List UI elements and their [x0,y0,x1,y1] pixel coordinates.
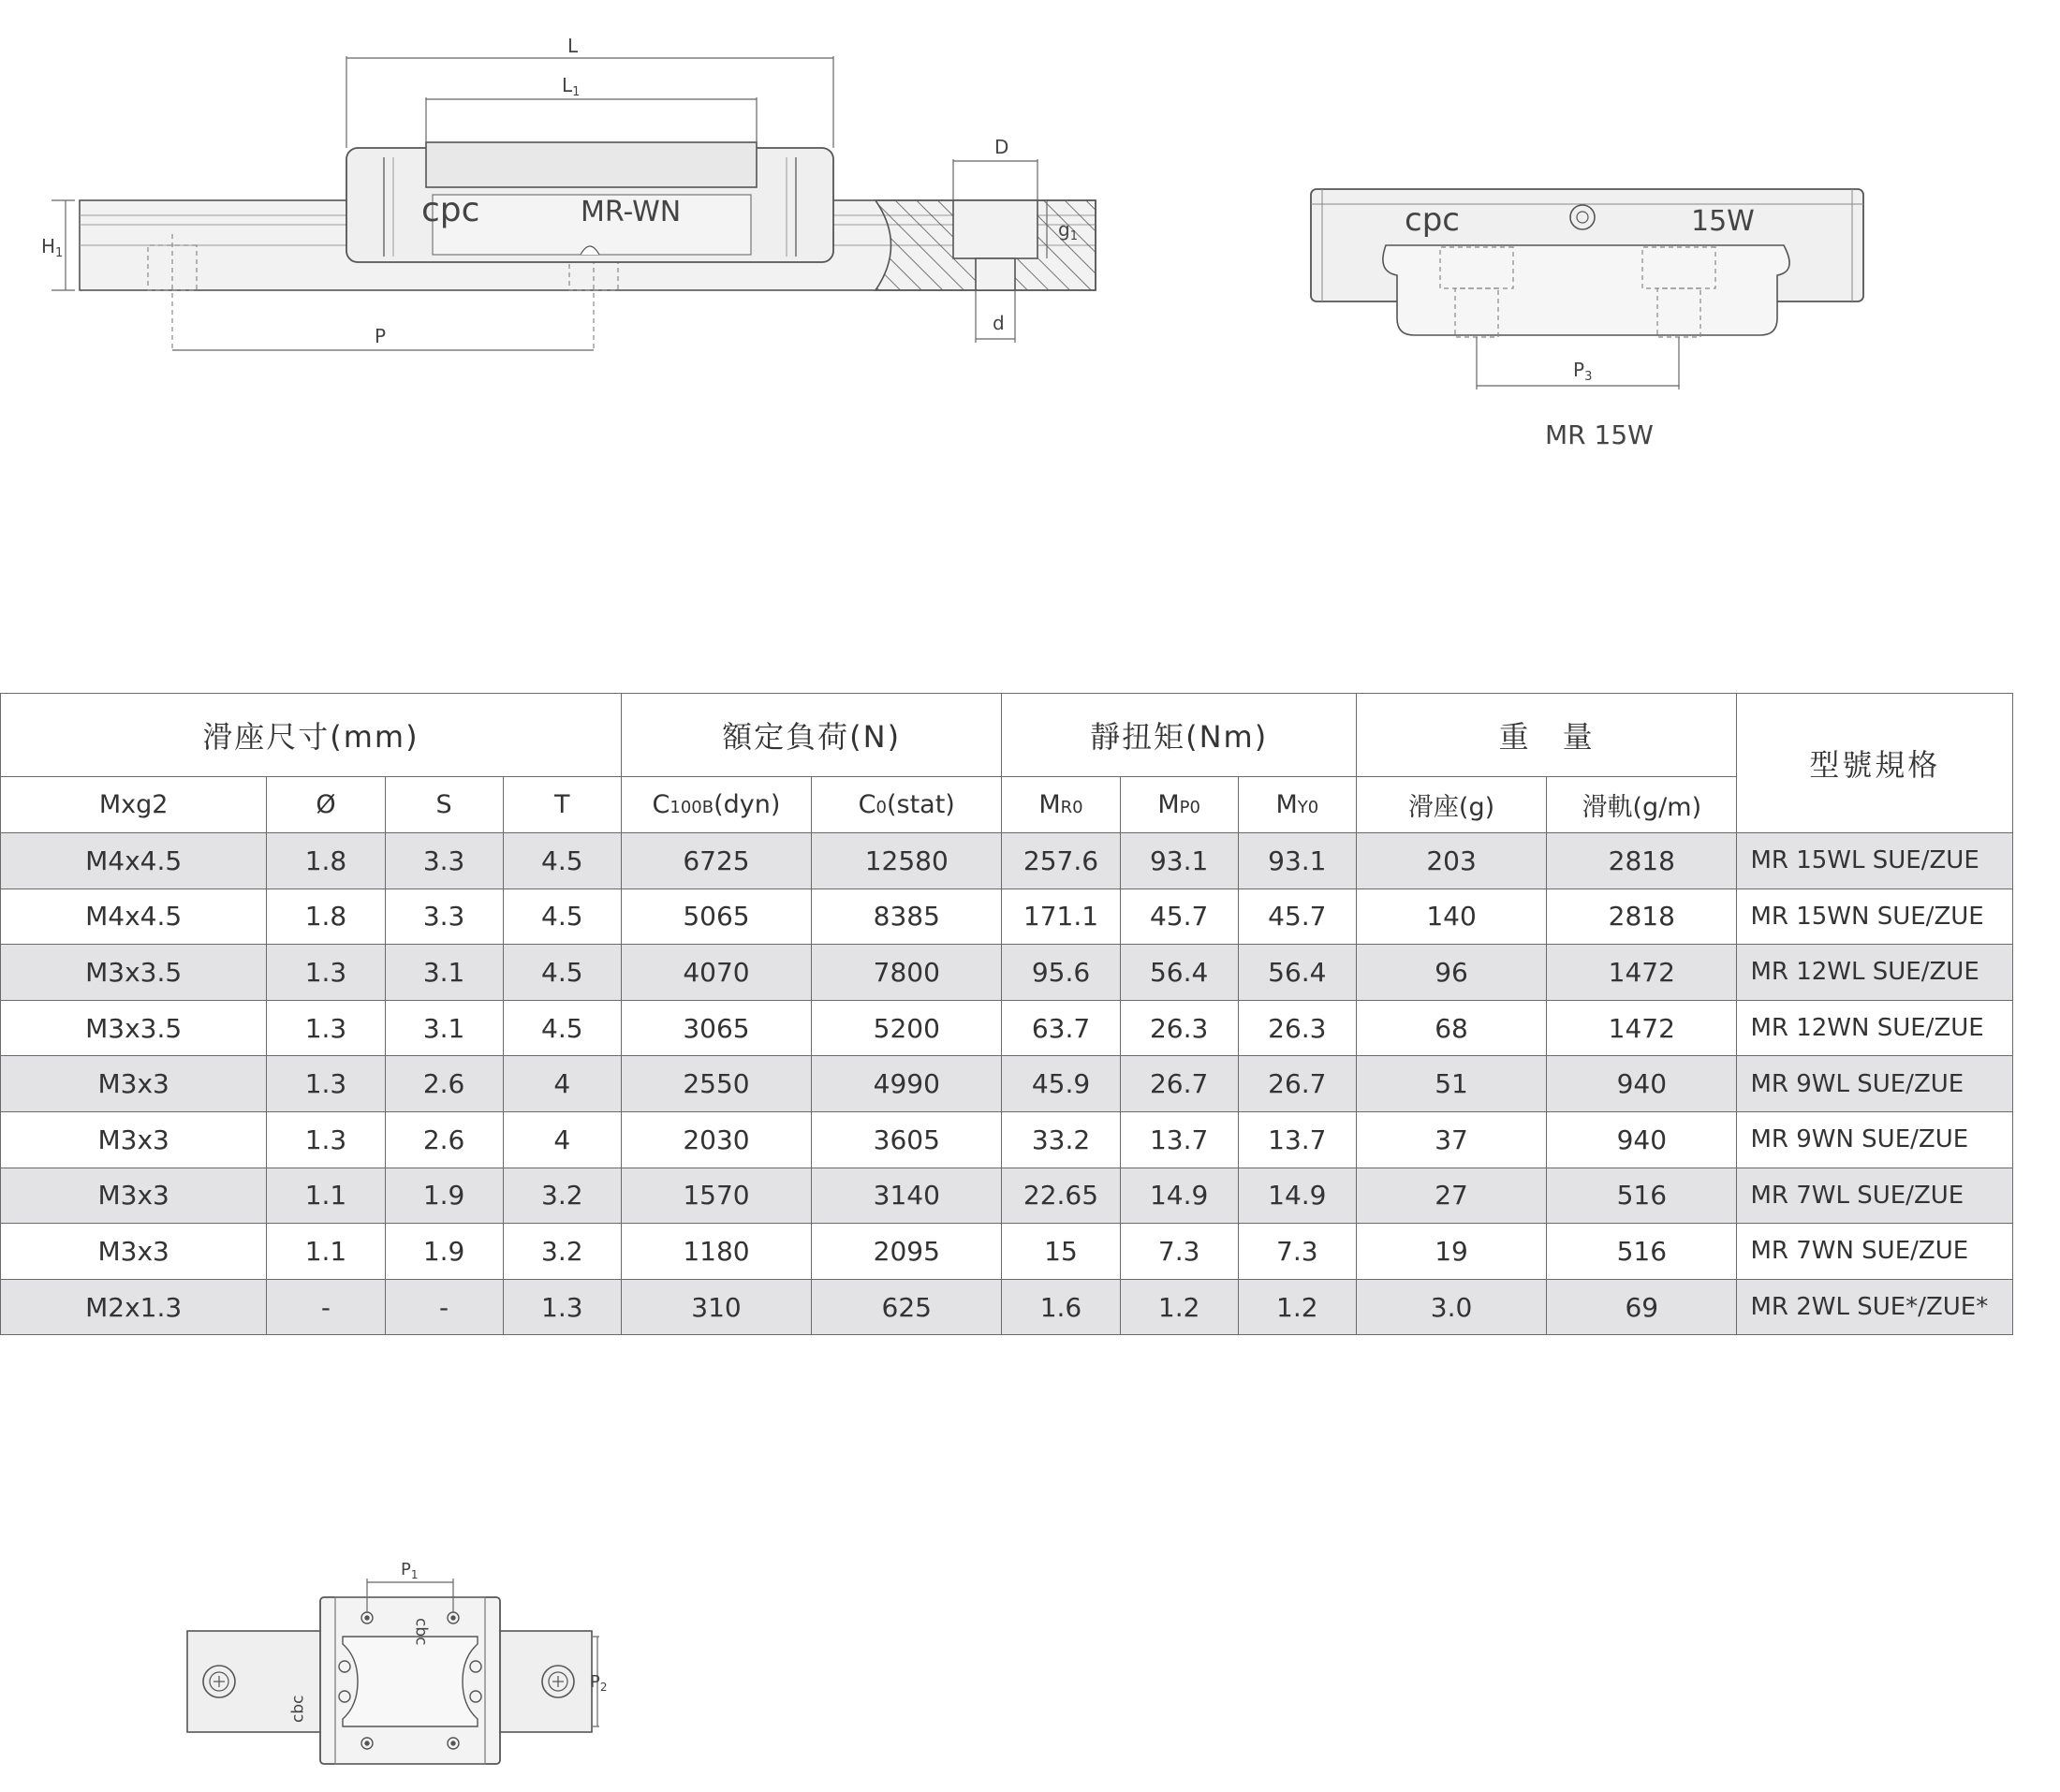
top-view-drawing [103,1545,627,1779]
cell-model: MR 15WN SUE/ZUE [1737,889,2013,945]
cell-c0: 12580 [812,833,1002,889]
cell-c: 3065 [621,1000,811,1056]
cell-c0: 7800 [812,945,1002,1001]
dim-label-d: d [993,312,1005,334]
cell-c0: 4990 [812,1056,1002,1112]
cell-mxg2: M3x3.5 [1,1000,267,1056]
cell-s: 3.3 [385,889,503,945]
cell-c0: 5200 [812,1000,1002,1056]
cell-rail: 516 [1547,1168,1737,1224]
cell-my: 14.9 [1238,1168,1356,1224]
table-row [1,1111,2013,1168]
cell-mr: 1.6 [1002,1279,1120,1335]
cell-model: MR 9WL SUE/ZUE [1737,1056,2013,1112]
spec-table [0,693,2013,1335]
cell-my: 93.1 [1238,833,1356,889]
cell-t: 1.3 [503,1279,621,1335]
cell-o: 1.8 [267,833,385,889]
cell-rail: 1472 [1547,945,1737,1001]
cell-c0: 2095 [812,1224,1002,1280]
cell-c0: 3140 [812,1168,1002,1224]
cell-mxg2: M4x4.5 [1,889,267,945]
cell-t: 3.2 [503,1224,621,1280]
cell-mr: 22.65 [1002,1168,1120,1224]
dim-label-D: D [994,136,1009,158]
cell-c0: 8385 [812,889,1002,945]
cell-o: 1.3 [267,1056,385,1112]
cell-s: 3.3 [385,833,503,889]
cell-mr: 171.1 [1002,889,1120,945]
cell-mxg2: M3x3 [1,1224,267,1280]
cell-o: 1.3 [267,945,385,1001]
cell-mr: 63.7 [1002,1000,1120,1056]
table-row [1,945,2013,1001]
end-view-drawing [1292,178,1873,459]
cell-model: MR 7WL SUE/ZUE [1737,1168,2013,1224]
cell-block: 19 [1356,1224,1546,1280]
cell-mxg2: M2x1.3 [1,1279,267,1335]
cell-c: 1180 [621,1224,811,1280]
col-header-block-weight: 滑座(g) [1356,777,1546,833]
side-view-drawing [19,28,1105,365]
cell-s: 3.1 [385,1000,503,1056]
col-header-t: T [503,777,621,833]
cell-model: MR 15WL SUE/ZUE [1737,833,2013,889]
cell-rail: 2818 [1547,833,1737,889]
cell-t: 3.2 [503,1168,621,1224]
col-header-s: S [385,777,503,833]
cell-mp: 1.2 [1120,1279,1238,1335]
col-header-c0: C0(stat) [812,777,1002,833]
cell-mp: 45.7 [1120,889,1238,945]
cell-s: 3.1 [385,945,503,1001]
table-row [1,1168,2013,1224]
cell-t: 4 [503,1056,621,1112]
cell-my: 26.7 [1238,1056,1356,1112]
table-row [1,1279,2013,1335]
dim-label-H1: $H_1$ [41,235,64,260]
cell-rail: 940 [1547,1111,1737,1168]
end-view-rail [1383,245,1789,335]
cell-c: 2030 [621,1111,811,1168]
dim-label-P2: $P_2$ [590,1672,608,1694]
cell-rail: 940 [1547,1056,1737,1112]
cell-my: 56.4 [1238,945,1356,1001]
col-header-c: C100B(dyn) [621,777,811,833]
cell-t: 4.5 [503,945,621,1001]
block-brand-text: cpc [421,191,480,229]
cell-t: 4.5 [503,889,621,945]
col-header-o: Ø [267,777,385,833]
cell-rail: 2818 [1547,889,1737,945]
cell-block: 37 [1356,1111,1546,1168]
mounting-hole [953,200,1037,258]
cell-t: 4.5 [503,833,621,889]
cell-c: 2550 [621,1056,811,1112]
group-header-model: 型號規格 [1737,694,2013,833]
cell-mr: 45.9 [1002,1056,1120,1112]
cell-model: MR 7WN SUE/ZUE [1737,1224,2013,1280]
group-header-weight: 重 量 [1356,694,1737,777]
cell-mp: 14.9 [1120,1168,1238,1224]
cell-c: 5065 [621,889,811,945]
cell-rail: 516 [1547,1224,1737,1280]
end-view-caption: MR 15W [1545,419,1654,450]
table-row [1,1000,2013,1056]
cell-mr: 95.6 [1002,945,1120,1001]
cell-o: 1.8 [267,889,385,945]
top-block-brand-text-a: cpc [411,1618,430,1646]
cell-o: 1.3 [267,1000,385,1056]
col-header-mxg2: Mxg2 [1,777,267,833]
dim-label-P1: $P_1$ [401,1560,419,1581]
cell-o: - [267,1279,385,1335]
end-block-model-text: 15W [1691,205,1755,238]
table-row [1,889,2013,945]
cell-my: 26.3 [1238,1000,1356,1056]
cell-s: 1.9 [385,1168,503,1224]
cell-mxg2: M3x3 [1,1168,267,1224]
cell-mxg2: M4x4.5 [1,833,267,889]
cell-block: 27 [1356,1168,1546,1224]
cell-my: 45.7 [1238,889,1356,945]
cell-block: 51 [1356,1056,1546,1112]
dim-label-L: L [567,35,579,57]
cell-mr: 257.6 [1002,833,1120,889]
end-block-brand-text: cpc [1405,201,1460,239]
group-header-dimensions: 滑座尺寸(mm) [1,694,622,777]
cell-model: MR 9WN SUE/ZUE [1737,1111,2013,1168]
cell-mr: 15 [1002,1224,1120,1280]
cell-mxg2: M3x3 [1,1111,267,1168]
group-header-moment: 靜扭矩(Nm) [1002,694,1357,777]
cell-block: 3.0 [1356,1279,1546,1335]
table-row [1,833,2013,889]
cell-c0: 3605 [812,1111,1002,1168]
cell-rail: 1472 [1547,1000,1737,1056]
cell-my: 7.3 [1238,1224,1356,1280]
cell-mp: 7.3 [1120,1224,1238,1280]
cell-o: 1.1 [267,1168,385,1224]
cell-mp: 93.1 [1120,833,1238,889]
cell-c: 6725 [621,833,811,889]
cell-o: 1.1 [267,1224,385,1280]
cell-mp: 56.4 [1120,945,1238,1001]
cell-t: 4 [503,1111,621,1168]
cell-mxg2: M3x3 [1,1056,267,1112]
group-header-load: 額定負荷(N) [621,694,1002,777]
cell-rail: 69 [1547,1279,1737,1335]
cell-my: 13.7 [1238,1111,1356,1168]
cell-model: MR 12WL SUE/ZUE [1737,945,2013,1001]
cell-model: MR 12WN SUE/ZUE [1737,1000,2013,1056]
cell-c: 4070 [621,945,811,1001]
block-model-text: MR-WN [581,196,682,228]
top-block-brand-text-b: cpc [289,1695,308,1723]
cell-s: 2.6 [385,1111,503,1168]
dim-label-L1: $L_1$ [562,74,581,99]
cell-mr: 33.2 [1002,1111,1120,1168]
cell-model: MR 2WL SUE*/ZUE* [1737,1279,2013,1335]
cell-block: 96 [1356,945,1546,1001]
col-header-mp: MP0 [1120,777,1238,833]
cell-c: 1570 [621,1168,811,1224]
table-row [1,1056,2013,1112]
cell-block: 140 [1356,889,1546,945]
col-header-rail-weight: 滑軌(g/m) [1547,777,1737,833]
cell-o: 1.3 [267,1111,385,1168]
cell-my: 1.2 [1238,1279,1356,1335]
table-row [1,1224,2013,1280]
cell-mp: 26.3 [1120,1000,1238,1056]
cell-block: 68 [1356,1000,1546,1056]
cell-c: 310 [621,1279,811,1335]
col-header-my: MY0 [1238,777,1356,833]
cell-mp: 13.7 [1120,1111,1238,1168]
cell-block: 203 [1356,833,1546,889]
dim-label-P3: $P_3$ [1573,359,1593,384]
cell-mxg2: M3x3.5 [1,945,267,1001]
dim-label-g1: $g_1$ [1058,218,1078,243]
cell-s: 2.6 [385,1056,503,1112]
cell-t: 4.5 [503,1000,621,1056]
cell-mp: 26.7 [1120,1056,1238,1112]
dim-label-P: P [375,325,387,347]
cell-s: 1.9 [385,1224,503,1280]
cell-c0: 625 [812,1279,1002,1335]
cell-s: - [385,1279,503,1335]
col-header-mr: MR0 [1002,777,1120,833]
